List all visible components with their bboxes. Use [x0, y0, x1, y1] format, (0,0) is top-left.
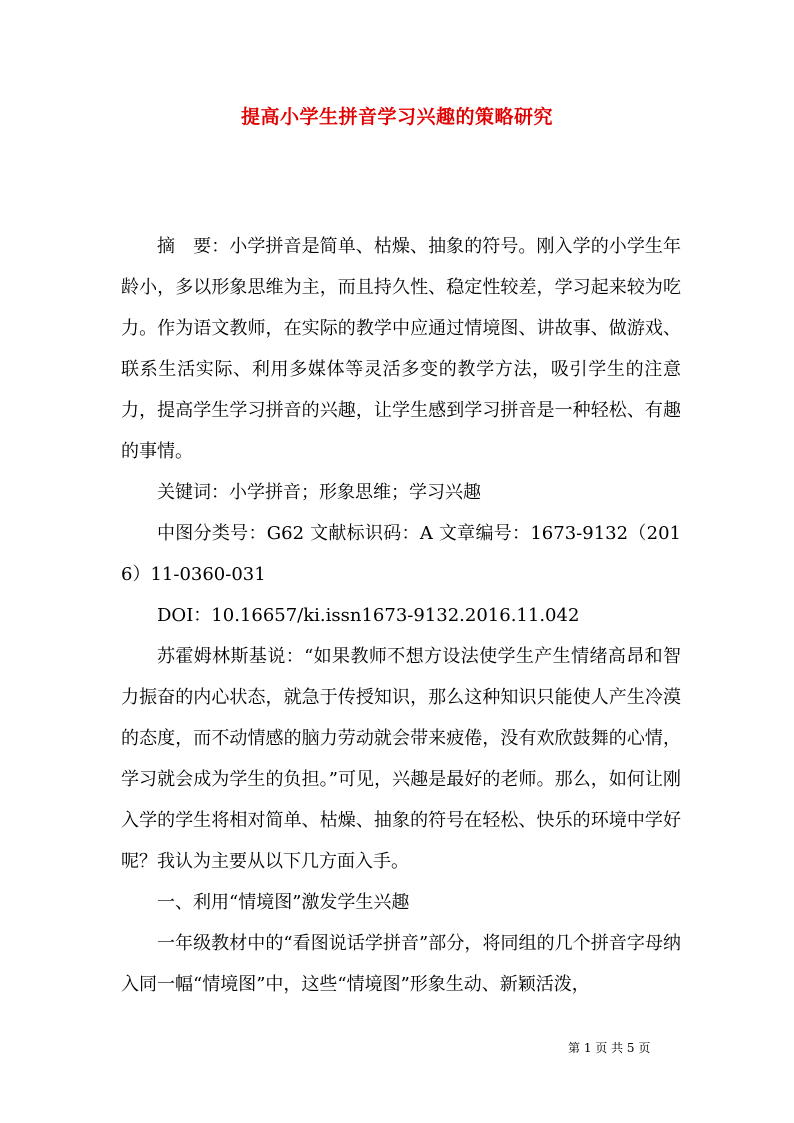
doi-paragraph: DOI：10.16657/ki.issn1673-9132.2016.11.042 [157, 605, 580, 626]
document-title: 提高小学生拼音学习兴趣的策略研究 [240, 106, 553, 128]
page-footer: 第 1 页 共 5 页 [568, 1041, 651, 1055]
body-paragraph: 一年级教材中的“看图说话学拼音”部分，将同组的几个拼音字母纳入同一幅“情境图”中，这些“情境图”形象生动、新颖活泼， [121, 933, 681, 995]
document-body [121, 226, 681, 1005]
abstract-paragraph: 摘 要：小学拼音是简单、枯燥、抽象的符号。刚入学的小学生年龄小，多以形象思维为主，而且持久性、稳定性较差，学习起来较为吃力。作为语文教师，在实际的教学中应通过情境图、讲故事、做游戏、联系生活实际、利用多媒体等灵活多变的教学方法，吸引学生的注意力，提高学生学习拼音的兴趣，让学生感到学习拼音是一种轻松、有趣的事情。 [121, 236, 681, 462]
classification-paragraph: 中图分类号：G62 文献标识码：A 文章编号：1673-9132（2016）11-0360-031 [121, 523, 681, 585]
keywords-paragraph: 关键词：小学拼音；形象思维；学习兴趣 [157, 482, 481, 503]
section-heading-1: 一、利用“情境图”激发学生兴趣 [157, 892, 410, 913]
quote-paragraph: 苏霍姆林斯基说：“如果教师不想方设法使学生产生情绪高昂和智力振奋的内心状态，就急于传授知识，那么这种知识只能使人产生冷漠的态度，而不动情感的脑力劳动就会带来疲倦，没有欢欣鼓舞的心情，学习就会成为学生的负担。”可见，兴趣是最好的老师。那么，如何让刚入学的学生将相对简单、枯燥、抽象的符号在轻松、快乐的环境中学好呢？我认为主要从以下几方面入手。 [121, 646, 681, 872]
